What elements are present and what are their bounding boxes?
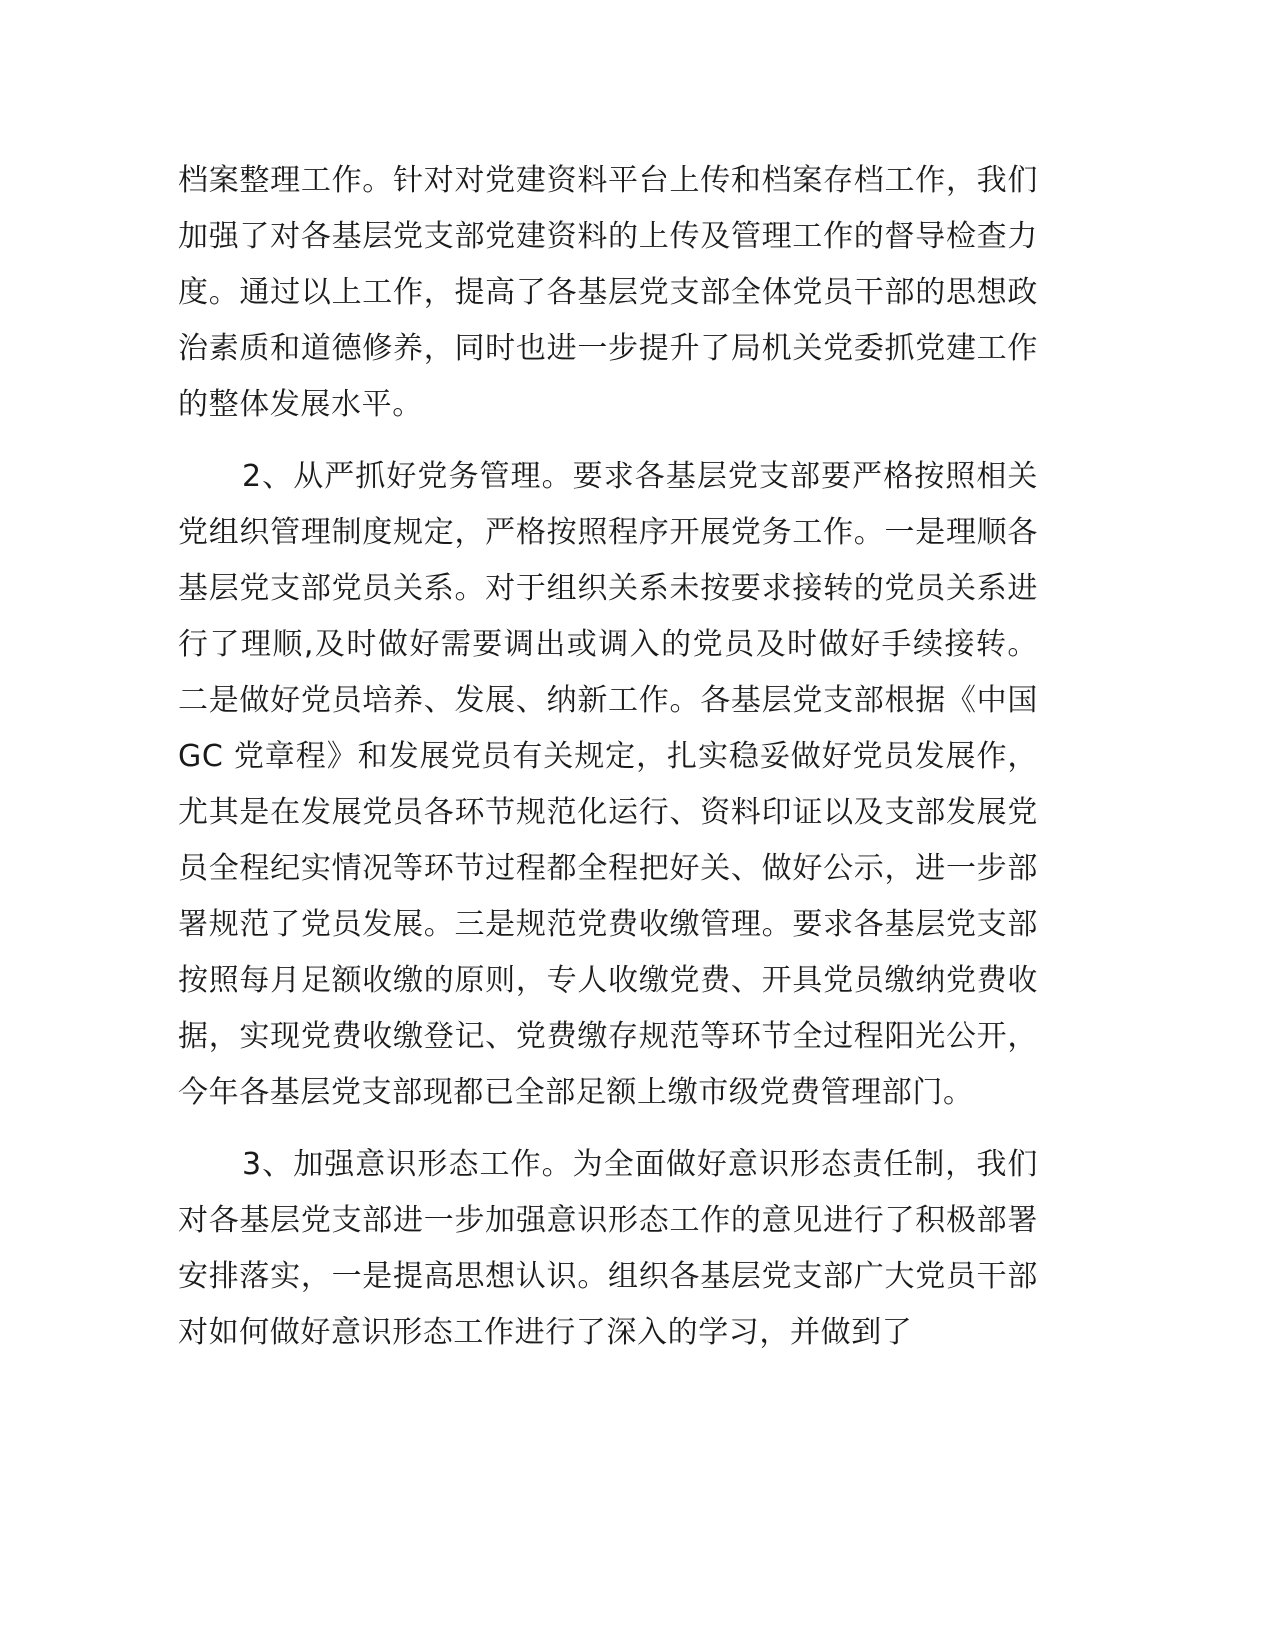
document-body: [178, 153, 1038, 1361]
paragraph-archive-work: 档案整理工作。针对对党建资料平台上传和档案存档工作，我们加强了对各基层党支部党建资料的上传及管理工作的督导检查力度。通过以上工作，提高了各基层党支部全体党员干部的思想政治素质和道德修养，同时也进一步提升了局机关党委抓党建工作的整体发展水平。: [178, 163, 1038, 422]
paragraph-party-affairs-management: 2、从严抓好党务管理。要求各基层党支部要严格按照相关党组织管理制度规定，严格按照程序开展党务工作。一是理顺各基层党支部党员关系。对于组织关系未按要求接转的党员关系进行了理顺,及时做好需要调出或调入的党员及时做好手续接转。二是做好党员培养、发展、纳新工作。各基层党支部根据《中国 GC 党章程》和发展党员有关规定，扎实稳妥做好党员发展作，尤其是在发展党员各环节规范化运行、资料印证以及支部发展党员全程纪实情况等环节过程都全程把好关、做好公示，进一步部署规范了党员发展。三是规范党费收缴管理。要求各基层党支部按照每月足额收缴的原则，专人收缴党费、开具党员缴纳党费收据，实现党费收缴登记、党费缴存规范等环节全过程阳光公开，今年各基层党支部现都已全部足额上缴市级党费管理部门。: [178, 459, 1038, 1110]
paragraph-ideology-work: 3、加强意识形态工作。为全面做好意识形态责任制，我们对各基层党支部进一步加强意识形态工作的意见进行了积极部署安排落实，一是提高思想认识。组织各基层党支部广大党员干部对如何做好意识形态工作进行了深入的学习，并做到了: [178, 1147, 1038, 1350]
